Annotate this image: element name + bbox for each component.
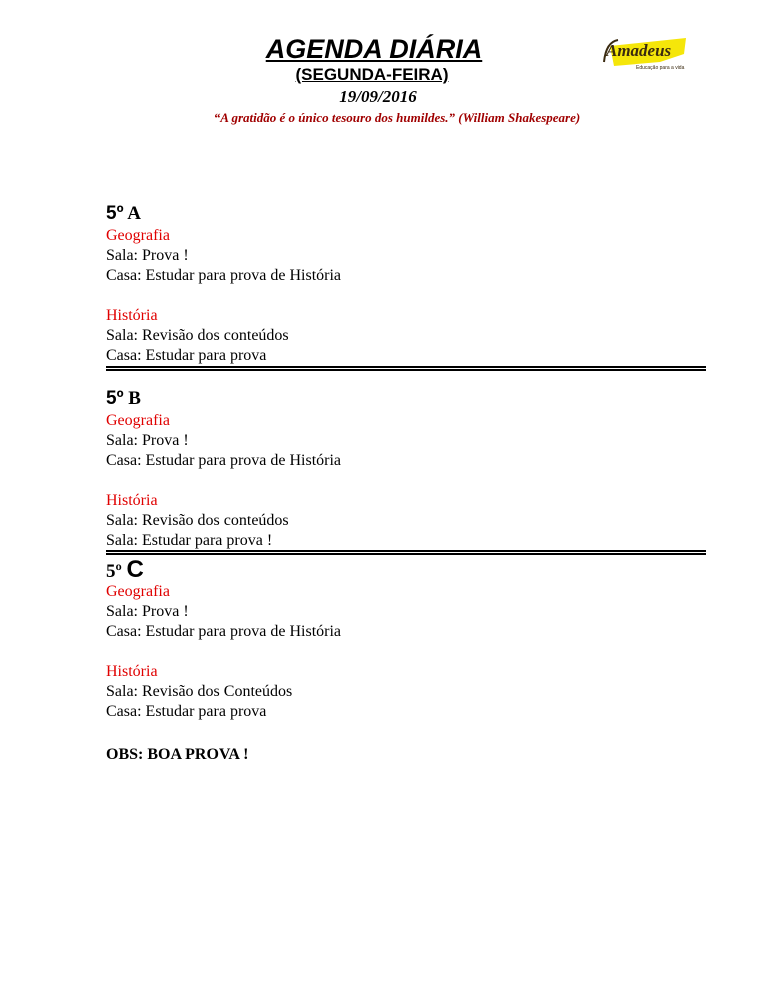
page-title: AGENDA DIÁRIA: [265, 34, 483, 64]
task-line: Casa: Estudar para prova de História: [106, 452, 342, 469]
task-line: Sala: Prova !: [106, 432, 189, 449]
section-divider: [106, 550, 706, 555]
class-title: [106, 387, 706, 411]
logo-graphic: [600, 32, 688, 74]
date-label: 19/09/2016: [339, 87, 417, 106]
obs-note: OBS: BOA PROVA !: [106, 746, 249, 763]
task-line: Casa: Estudar para prova: [106, 703, 267, 720]
task-line: Sala: Revisão dos conteúdos: [106, 327, 289, 344]
subject-name: História: [106, 492, 158, 509]
task-line: Casa: Estudar para prova de História: [106, 623, 342, 640]
subject-name: Geografia: [106, 412, 170, 429]
weekday-label: (SEGUNDA-FEIRA): [295, 65, 449, 84]
class-section-5a: [106, 202, 706, 366]
logo-tagline: Educação para a vida: [636, 65, 685, 71]
quote-text: “A gratidão é o único tesouro dos humildes.” (William Shakespeare): [213, 110, 581, 125]
class-grade: 5º: [106, 203, 124, 224]
class-title: [106, 202, 706, 226]
class-letter: B: [128, 388, 141, 409]
subject-name: História: [106, 663, 158, 680]
class-grade: 5º: [106, 561, 122, 582]
task-line: Sala: Revisão dos Conteúdos: [106, 683, 293, 700]
class-letter: C: [126, 556, 144, 583]
subject-name: Geografia: [106, 227, 170, 244]
task-line: Casa: Estudar para prova de História: [106, 267, 342, 284]
class-section-5b: [106, 387, 706, 551]
subject-name: História: [106, 307, 158, 324]
class-letter: A: [127, 203, 141, 224]
amadeus-logo: [600, 32, 688, 74]
subject-name: Geografia: [106, 583, 170, 600]
class-section-5c: [106, 558, 706, 722]
logo-text: Amadeus: [606, 41, 672, 60]
task-line: Sala: Prova !: [106, 247, 189, 264]
task-line: Casa: Estudar para prova: [106, 347, 267, 364]
section-divider: [106, 366, 706, 371]
class-grade: 5º: [106, 388, 124, 409]
task-line: Sala: Revisão dos conteúdos: [106, 512, 289, 529]
class-title: [106, 558, 706, 582]
task-line: Sala: Prova !: [106, 603, 189, 620]
task-line: Sala: Estudar para prova !: [106, 532, 273, 549]
